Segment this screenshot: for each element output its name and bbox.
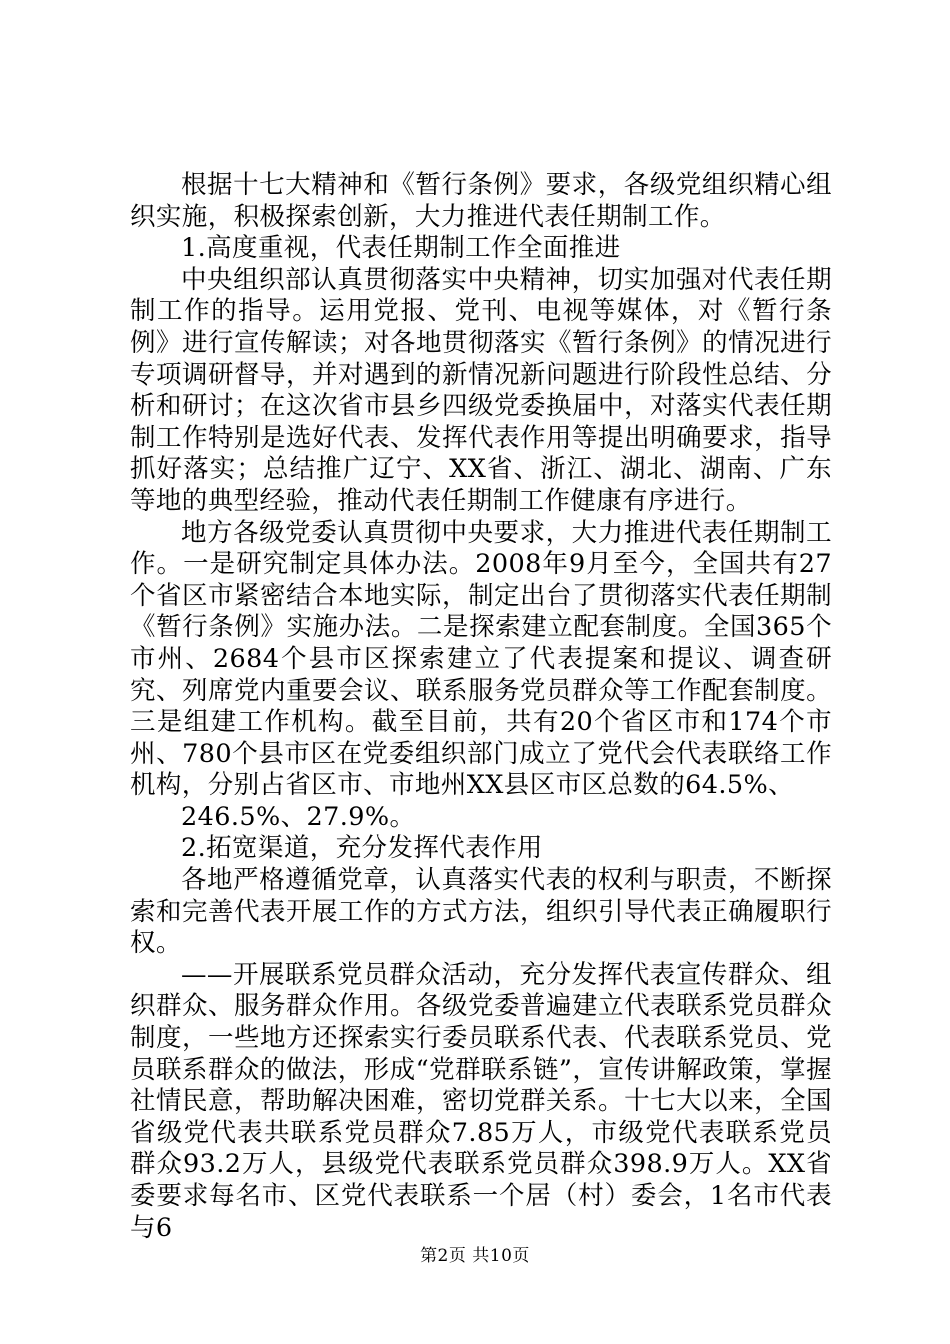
paragraph-percent-continuation: 246.5%、27.9%。: [181, 801, 416, 832]
paragraph-local-committees: 地方各级党委认真贯彻中央要求，大力推进代表任期制工作。一是研究制定具体办法。2008年9月至今，全国共有27个省区市紧密结合本地实际，制定出台了贯彻落实代表任期制《暂行条例》实施办法。二是探索建立配套制度。全国365个市州、2684个县市区探索建立了代表提案和提议、调查研究、列席党内重要会议、联系服务党员群众等工作配套制度。三是组建工作机构。截至目前，共有20个省区市和174个市州、780个县市区在党委组织部门成立了党代会代表联络工作机构，分别占省区市、市地州XX县区市区总数的64.5%、: [130, 517, 832, 801]
paragraph-liaison-activities: ——开展联系党员群众活动，充分发挥代表宣传群众、组织群众、服务群众作用。各级党委普遍建立代表联系党员群众制度，一些地方还探索实行委员联系代表、代表联系党员、党员联系群众的做法，形成“党群联系链”，宣传讲解政策，掌握社情民意，帮助解决困难，密切党群关系。十七大以来，全国省级党代表共联系党员群众7.85万人，市级党代表联系党员群众93.2万人，县级党代表联系党员群众398.9万人。XX省委要求每名市、区党代表联系一个居（村）委会，1名市代表与6: [130, 959, 832, 1243]
section-heading-1: 1.高度重视，代表任期制工作全面推进: [181, 233, 621, 264]
paragraph-intro: 根据十七大精神和《暂行条例》要求，各级党组织精心组织实施，积极探索创新，大力推进代表任期制工作。: [130, 170, 832, 232]
section-heading-2: 2.拓宽渠道，充分发挥代表作用: [181, 833, 543, 864]
paragraph-channels: 各地严格遵循党章，认真落实代表的权利与职责，不断探索和完善代表开展工作的方式方法，组织引导代表正确履职行权。: [130, 865, 832, 959]
page-footer: [0, 1245, 950, 1267]
document-body: [130, 170, 832, 1244]
page-number-label: 第2页 共10页: [420, 1246, 530, 1266]
paragraph-central-guidance: 中央组织部认真贯彻落实中央精神，切实加强对代表任期制工作的指导。运用党报、党刊、电视等媒体，对《暂行条例》进行宣传解读；对各地贯彻落实《暂行条例》的情况进行专项调研督导，并对遇到的新情况新问题进行阶段性总结、分析和研讨；在这次省市县乡四级党委换届中，对落实代表任期制工作特别是选好代表、发挥代表作用等提出明确要求，指导抓好落实；总结推广辽宁、XX省、浙江、湖北、湖南、广东等地的典型经验，推动代表任期制工作健康有序进行。: [130, 264, 832, 516]
